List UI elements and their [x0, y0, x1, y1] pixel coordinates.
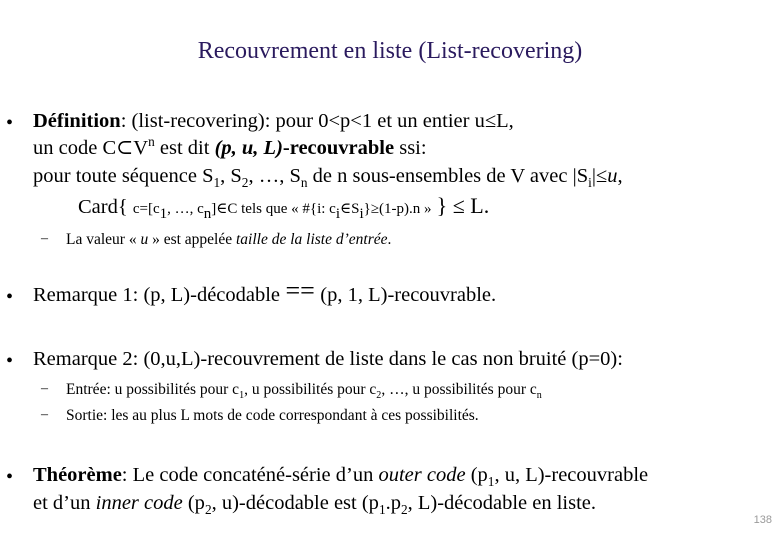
superscript: n: [148, 134, 155, 150]
subscript: 1: [213, 175, 221, 191]
theorem-line-1: [33, 462, 648, 489]
dash: –: [41, 231, 48, 246]
text: , u possibilités pour c: [244, 381, 377, 398]
subscript: 1: [378, 502, 386, 518]
definition-line-4: [78, 192, 489, 223]
remark-2-output: Sortie: les au plus L mots de code correspondant à ces possibilités.: [66, 407, 479, 424]
italic-term: outer code: [378, 464, 466, 486]
subscript: i: [588, 175, 592, 191]
text: , …, u possibilités pour c: [381, 381, 537, 398]
subscript: n: [300, 175, 308, 191]
subscript: 2: [204, 502, 212, 518]
subscript: i: [335, 206, 340, 223]
text: .: [387, 231, 392, 248]
text: : Le code concaténé-série d’un: [121, 464, 379, 486]
dash: –: [41, 381, 48, 396]
remark-2-input: [66, 378, 542, 401]
subscript: n: [536, 390, 542, 402]
text: , …, c: [167, 201, 204, 217]
subscript: 1: [239, 390, 245, 402]
text: ssi:: [394, 137, 427, 159]
italic-u: u: [140, 231, 149, 248]
definition-line-1: [33, 108, 514, 135]
theorem-line-2: [33, 490, 596, 517]
bold-term: -recouvrable: [282, 137, 395, 159]
subscript: i: [359, 206, 364, 223]
bullet: •: [6, 466, 14, 488]
text: et d’un: [33, 492, 96, 514]
text: c=[c: [132, 201, 160, 217]
text: ,: [617, 165, 623, 187]
text: Entrée: u possibilités pour c: [66, 381, 240, 398]
equivalence-symbol: ==: [285, 276, 315, 305]
text: } ≤ L.: [436, 193, 490, 218]
subscript: 2: [376, 390, 382, 402]
text: , S: [220, 165, 242, 187]
text: un code C⊂V: [33, 137, 149, 159]
definition-text: : (list-recovering): pour 0<p<1 et un entier u≤L,: [120, 110, 514, 132]
text: La valeur «: [66, 231, 141, 248]
italic-term: taille de la liste d’entrée: [236, 231, 388, 248]
bullet: •: [6, 350, 14, 372]
text: .p: [385, 492, 401, 514]
params: (p, u, L): [214, 137, 283, 159]
remark-1: [33, 276, 497, 309]
subscript: 2: [400, 502, 408, 518]
text: Card{: [78, 196, 128, 218]
definition-line-3: [33, 163, 623, 190]
subscript: 1: [487, 474, 495, 490]
subscript: 2: [241, 175, 249, 191]
text: , …, S: [248, 165, 301, 187]
theorem-label: Théorème: [33, 464, 122, 486]
text: de n sous-ensembles de V avec |S: [307, 165, 589, 187]
text: }≥(1-p).n »: [363, 201, 432, 217]
text: ∈S: [340, 201, 360, 217]
text: (p, 1, L)-recouvrable.: [315, 284, 497, 306]
page-number: 138: [753, 514, 772, 526]
italic-u: u: [607, 165, 618, 187]
text: , L)-décodable en liste.: [407, 492, 597, 514]
definition-label: Définition: [33, 110, 121, 132]
definition-note: [66, 228, 391, 251]
text: , u)-décodable est (p: [211, 492, 379, 514]
text: » est appelée: [148, 231, 236, 248]
bullet: •: [6, 112, 14, 134]
text: ]∈C tels que « #{i: c: [211, 201, 336, 217]
definition-line-2: [33, 135, 427, 162]
italic-term: inner code: [95, 492, 183, 514]
remark-2: Remarque 2: (0,u,L)-recouvrement de liste dans le cas non bruité (p=0):: [33, 348, 623, 370]
text: est dit: [154, 137, 215, 159]
dash: –: [41, 407, 48, 422]
text: pour toute séquence S: [33, 165, 214, 187]
text: (p: [465, 464, 488, 486]
subscript: n: [203, 206, 212, 223]
subscript: 1: [159, 206, 168, 223]
bullet: •: [6, 286, 14, 308]
text: Remarque 1: (p, L)-décodable: [33, 284, 286, 306]
text: |≤: [591, 165, 608, 187]
slide-title: Recouvrement en liste (List-recovering): [197, 38, 583, 64]
text: (p: [182, 492, 205, 514]
text: , u, L)-recouvrable: [494, 464, 649, 486]
